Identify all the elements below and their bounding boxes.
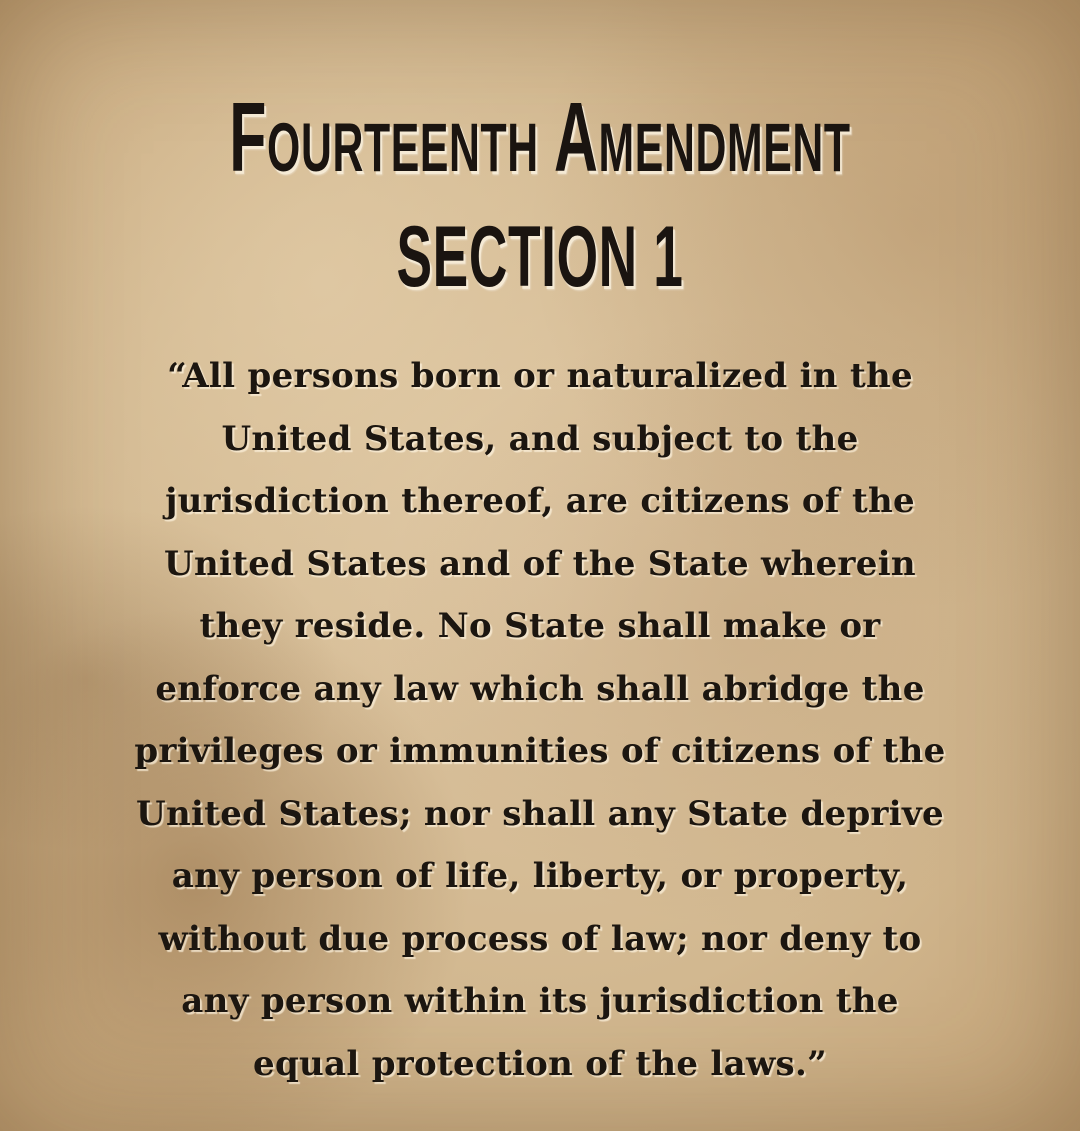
passage-line: equal protection of the laws.” [253, 1043, 827, 1084]
passage-line: without due process of law; nor deny to [158, 918, 922, 959]
passage-line: “All persons born or naturalized in the [167, 356, 913, 396]
passage-line: privileges or immunities of citizens of the [134, 731, 946, 771]
section-subtitle: SECTION 1 [396, 209, 684, 305]
passage-line: any person within its jurisdiction the [181, 981, 899, 1021]
passage-line: enforce any law which shall abridge the [155, 668, 925, 709]
passage-line: United States and of the State wherein [164, 543, 916, 584]
amendment-passage [70, 345, 1010, 1095]
passage-line: they reside. No State shall make or [199, 606, 881, 646]
passage-line: any person of life, liberty, or property, [171, 856, 909, 896]
passage-line: United States; nor shall any State deprive [136, 793, 944, 834]
page-title: Fourteenth Amendment [229, 82, 851, 192]
passage-line: jurisdiction thereof, are citizens of the [165, 481, 915, 521]
passage-line: United States, and subject to the [221, 418, 859, 459]
